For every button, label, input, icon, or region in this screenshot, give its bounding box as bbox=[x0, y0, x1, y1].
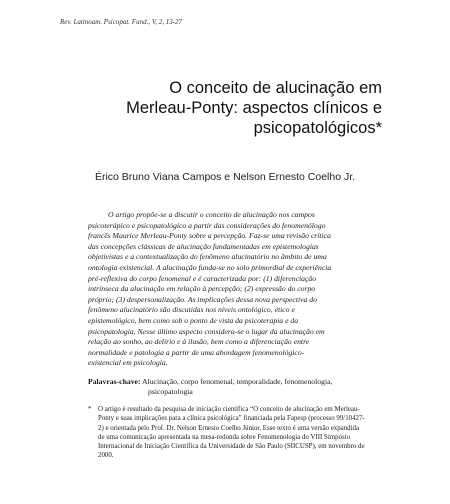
keywords-list-continued: psicopatologia bbox=[148, 387, 193, 397]
abstract bbox=[88, 210, 388, 369]
abstract-line: francês Maurice Merleau-Ponty sobre a percepção. Faz-se uma revisão crítica bbox=[88, 231, 331, 241]
abstract-line: epistemológico, bem como sob o ponto de vista da psicoterapia e da bbox=[88, 315, 299, 325]
abstract-line: objetivistas e a contextualização do fenômeno alucinatório no âmbito de uma bbox=[88, 252, 327, 262]
title-line: psicopatológicos* bbox=[253, 119, 382, 137]
title-line: O conceito de alucinação em bbox=[169, 79, 382, 97]
title-line: Merleau-Ponty: aspectos clínicos e bbox=[126, 99, 382, 117]
abstract-line: fenômeno alucinatório são discutidas nos níveis ontológico, ético e bbox=[88, 305, 295, 315]
abstract-line: psicopatologia. Nesse último aspecto considera-se o lugar da alucinação em bbox=[88, 326, 325, 336]
abstract-line: das concepções clássicas de alucinação fundamentadas em epistemologias bbox=[88, 241, 319, 251]
authors: Érico Bruno Viana Campos e Nelson Ernesto Coelho Jr. bbox=[94, 171, 356, 183]
footnote-line: Ponty e suas implicações para a clínica psicológica” financiada pela Fapesp (processo 99/10427- bbox=[98, 415, 365, 423]
abstract-line: intrínseca da alucinação em relação à percepção; (2) expressão do corpo bbox=[88, 284, 316, 294]
footnote bbox=[88, 405, 393, 461]
abstract-line: próprio; (3) despersonalização. As implicações dessa nova perspectiva do bbox=[88, 294, 317, 304]
abstract-line: normalidade e patologia a partir de uma abordagem fenomenológico- bbox=[88, 347, 305, 357]
abstract-line: ontologia existencial. A alucinação funda-se no solo primordial de experiência bbox=[88, 262, 332, 272]
abstract-line: existencial em psicologia. bbox=[88, 358, 168, 368]
abstract-line: pré-reflexiva do corpo fenomenal e é caracterizada por: (1) diferenciação bbox=[88, 273, 317, 283]
footnote-line: Internacional de Iniciação Científica da Universidade de São Paulo (SIICUSP), em novembro de bbox=[98, 443, 365, 451]
abstract-line: psicoterápico e psicopatológico a partir das considerações do fenomenólogo bbox=[88, 220, 326, 230]
abstract-line: O artigo propõe-se a discutir o conceito de alucinação nos campos bbox=[108, 210, 315, 219]
footnote-mark: * bbox=[88, 406, 92, 413]
keywords-list: Alucinação, corpo fenomenal, temporalidade, fenomenologia, bbox=[140, 377, 333, 386]
abstract-line: relação ao sonho, ao delírio e à ilusão, bem como a diferenciação entre bbox=[88, 337, 310, 347]
journal-reference: Rev. Latinoam. Psicopat. Fund., V, 2, 13-27 bbox=[60, 18, 183, 26]
footnote-line: de uma comunicação apresentada na mesa-redonda sobre Fenomenologia do VIII Simpósio bbox=[98, 433, 351, 441]
footnote-line: O artigo é resultado da pesquisa de iniciação científica “O conceito de alucinação em Merleau- bbox=[98, 406, 360, 413]
keywords-label: Palavras-chave: bbox=[88, 377, 141, 386]
article-title bbox=[82, 78, 382, 138]
keywords bbox=[88, 377, 388, 398]
footnote-line: 2) e orientada pelo Prof. Dr. Nelson Ernesto Coelho Júnior. Esse texto é uma versão expandida bbox=[98, 424, 360, 432]
footnote-line: 2000. bbox=[98, 452, 114, 460]
